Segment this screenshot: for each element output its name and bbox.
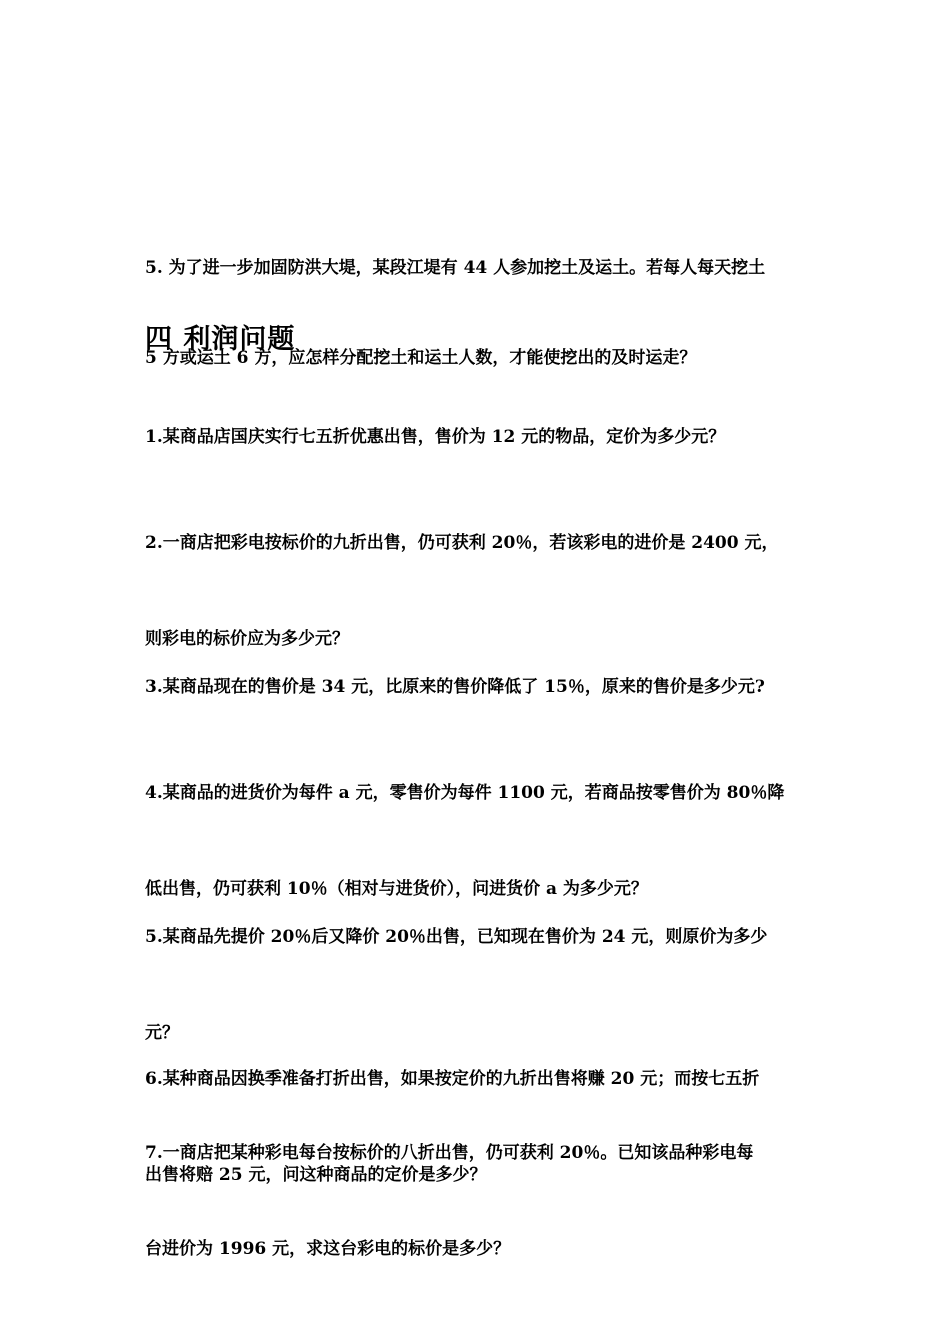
problem-line: 5. 为了进一步加固防洪大堤，某段江堤有 44 人参加挖土及运土。若每人每天挖土 (145, 258, 766, 278)
problem-line: 台进价为 1996 元，求这台彩电的标价是多少？ (145, 1239, 511, 1259)
problem-line: 3.某商品现在的售价是 34 元，比原来的售价降低了 15％，原来的售价是多少元? (145, 677, 765, 697)
problem-line: 1.某商品店国庆实行七五折优惠出售，售价为 12 元的物品，定价为多少元？ (145, 427, 726, 447)
section-heading-profit-problems: 四 利润问题 (145, 324, 296, 355)
problem-line: 元？ (145, 1023, 179, 1043)
problem-line: 2.一商店把彩电按标价的九折出售，仍可获利 20％，若该彩电的进价是 2400 元， (145, 533, 779, 553)
problem-line: 4.某商品的进货价为每件 a 元，零售价为每件 1100 元，若商品按零售价为 80％降 (145, 783, 785, 803)
problem-line: 低出售，仍可获利 10％（相对与进货价），问进货价 a 为多少元？ (145, 879, 648, 899)
problem-line: 则彩电的标价应为多少元？ (145, 629, 349, 649)
profit-problem-7 (145, 1078, 809, 1324)
problem-line: 5 方或运土 6 方，应怎样分配挖土和运土人数，才能使挖出的及时运走？ (145, 348, 697, 368)
problem-line: 6.某种商品因换季准备打折出售，如果按定价的九折出售将赚 20 元；而按七五折 (145, 1069, 760, 1089)
problem-line: 出售将赔 25 元，问这种商品的定价是多少？ (145, 1165, 487, 1185)
problem-line: 5.某商品先提价 20％后又降价 20％出售，已知现在售价为 24 元，则原价为多少 (145, 927, 768, 947)
problem-line: 7.一商店把某种彩电每台按标价的八折出售，仍可获利 20％。已知该品种彩电每 (145, 1143, 754, 1163)
